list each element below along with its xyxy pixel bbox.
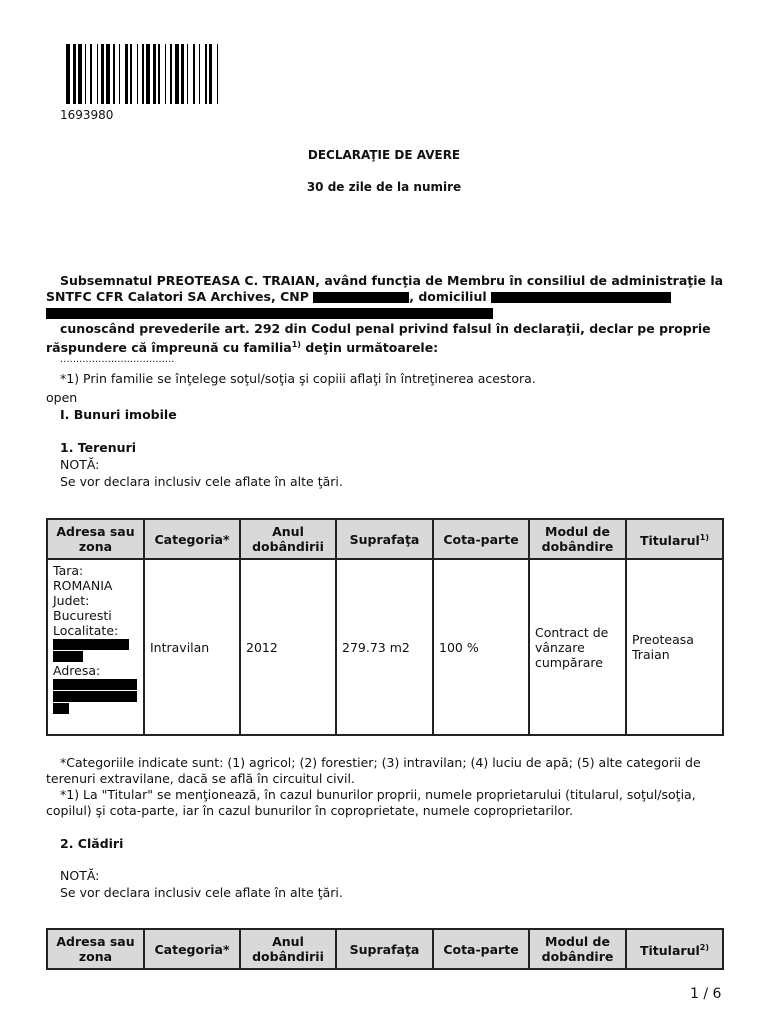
notes-line-4: copilul) şi cota-parte, iar în cazul bunurilor în coproprietate, numele coproprietarilor. [46,803,574,818]
barcode-bar [217,44,218,104]
redacted-localitate [53,639,129,650]
nota-text-2: Se vor declara inclusiv cele aflate în alte ţări. [60,885,343,900]
barcode-bar [119,44,120,104]
barcode-bar [153,44,156,104]
declaration-line-2-a: răspundere că împreună cu familia [46,340,292,356]
document-title: DECLARAŢIE DE AVERE [307,148,461,162]
barcode-bar [165,44,166,104]
redacted-address [46,308,493,319]
intro-line-3 [46,305,726,321]
family-footnote: *1) Prin familie se înţelege soţul/soţia şi copiii aflaţi în întreţinerea acestora. [60,371,536,386]
barcode-bar [193,44,195,104]
dotted-line: .................................... [60,354,175,365]
col-header-suprafata: Suprafaţa [336,929,433,969]
barcode-bar [85,44,86,104]
address-localitate: Localitate: [53,623,119,638]
redacted-adresa-1 [53,679,137,690]
redacted-adresa-2 [53,691,137,702]
redacted-adresa-3 [53,703,69,714]
col-header-cota: Cota-parte [433,519,529,559]
terenuri-table [46,518,724,736]
table-row [47,559,723,735]
barcode-bar [137,44,138,104]
notes-line-3: *1) La "Titular" se menţionează, în cazul bunurilor proprii, numele proprietarului (titularul, soţul/soţia, [60,787,696,802]
redacted-localitate-2 [53,651,83,662]
cladiri-table [46,928,724,970]
barcode-number: 1693980 [60,108,114,122]
table-header-row [47,519,723,559]
nota-text: Se vor declara inclusiv cele aflate în alte ţări. [60,474,343,489]
titular-label: Titularul [640,943,700,959]
barcode-bar [130,44,132,104]
declaration-line-2-b: deţin următoarele: [300,340,439,356]
barcode-bar [158,44,160,104]
table-notes [46,755,736,819]
col-header-categoria: Categoria* [144,519,240,559]
intro-line-2 [46,289,726,305]
document-subtitle: 30 de zile de la numire [306,180,462,194]
cell-suprafata: 279.73 m2 [336,559,433,735]
barcode-bar [101,44,104,104]
page-number: 1 / 6 [690,986,722,1002]
col-header-categoria: Categoria* [144,929,240,969]
barcode-bar [199,44,200,104]
col-header-suprafata: Suprafaţa [336,519,433,559]
declaration-paragraph [46,321,726,356]
notes-line-2: terenuri extravilane, dacă se află în circuitul civil. [46,771,355,786]
barcode-bar [113,44,115,104]
barcode-bar [73,44,76,104]
col-header-modul: Modul de dobândire [529,519,626,559]
intro-paragraph [46,273,726,321]
barcode-bar [205,44,207,104]
titular-label: Titularul [640,533,700,549]
address-tara: Tara: ROMANIA [53,563,113,593]
intro-line-1: Subsemnatul PREOTEASA C. TRAIAN, având funcţia de Membru în consiliul de administraţie la [60,273,724,288]
notes-line-1: *Categoriile indicate sunt: (1) agricol; (2) forestier; (3) intravilan; (4) luciu de apă; (5) alte categorii de [60,755,701,770]
barcode [66,44,416,104]
address-judet: Judet: Bucuresti [53,593,112,623]
barcode-bar [181,44,184,104]
col-header-anul: Anul dobândirii [240,519,336,559]
open-label: open [46,390,78,405]
barcode-bar [106,44,110,104]
declaration-line-1: cunoscând prevederile art. 292 din Codul penal privind falsul în declaraţii, declar pe proprie [60,321,711,336]
intro-line-2-b: , domiciliul [409,289,487,304]
cell-titular: Preoteasa Traian [626,559,723,735]
col-header-cota: Cota-parte [433,929,529,969]
barcode-bar [78,44,82,104]
barcode-bar [170,44,172,104]
cell-adresa [47,559,144,735]
barcode-bar [175,44,179,104]
address-adresa: Adresa: [53,663,101,678]
titular-sup: 1) [699,532,709,542]
barcode-bar [90,44,92,104]
cell-cota: 100 % [433,559,529,735]
barcode-bar [125,44,128,104]
cell-modul: Contract de vânzare cumpărare [529,559,626,735]
subsection-heading-cladiri: 2. Clădiri [60,836,124,851]
col-header-titular [626,929,723,969]
redacted-domiciliu [491,292,671,303]
cell-anul: 2012 [240,559,336,735]
barcode-bar [209,44,212,104]
col-header-modul: Modul de dobândire [529,929,626,969]
cell-categoria: Intravilan [144,559,240,735]
nota-label-2: NOTĂ: [60,868,100,883]
subsection-heading-terenuri: 1. Terenuri [60,440,137,455]
nota-label: NOTĂ: [60,457,100,472]
barcode-bar [66,44,70,104]
col-header-adresa: Adresa sau zona [47,519,144,559]
barcode-bar [187,44,188,104]
col-header-anul: Anul dobândirii [240,929,336,969]
barcode-bar [97,44,98,104]
barcode-bar [146,44,150,104]
col-header-titular [626,519,723,559]
col-header-adresa: Adresa sau zona [47,929,144,969]
titular-sup: 2) [699,942,709,952]
intro-line-2-a: SNTFC CFR Calatori SA Archives, CNP [46,289,309,304]
footnote-ref: 1) [291,340,301,349]
section-heading-bunuri-imobile: I. Bunuri imobile [60,407,177,422]
table-header-row [47,929,723,969]
barcode-bar [142,44,144,104]
redacted-cnp [313,292,409,303]
